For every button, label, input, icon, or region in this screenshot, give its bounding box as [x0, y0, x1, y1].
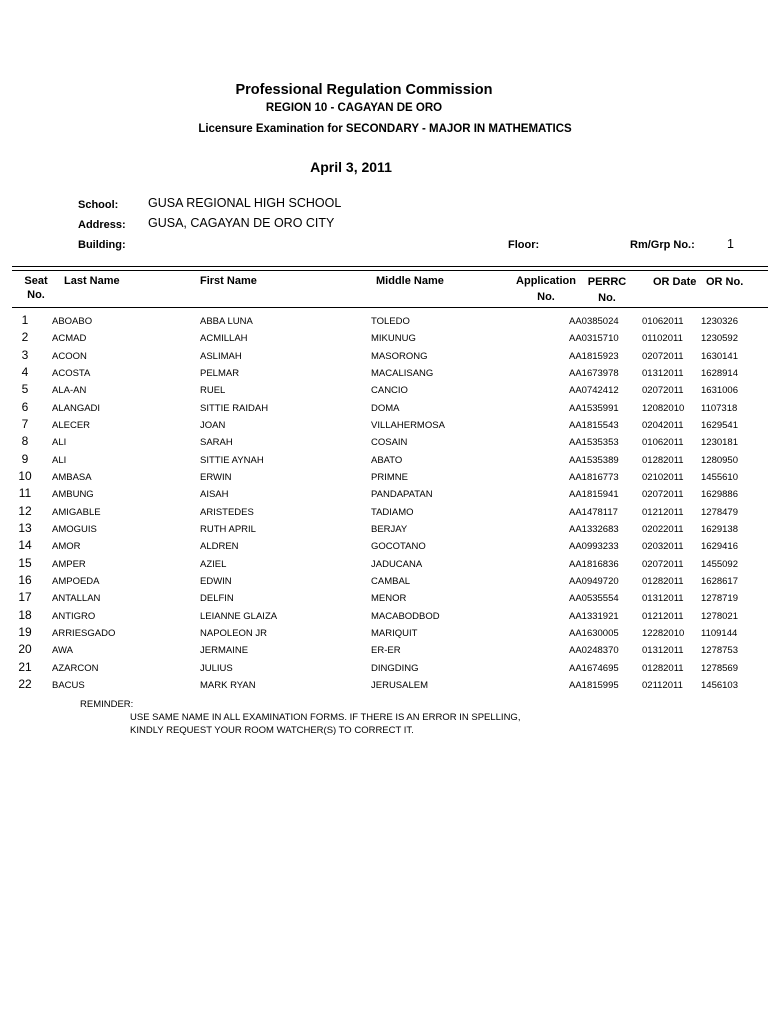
middle-name: JADUCANA — [371, 558, 423, 570]
or-no: 1456103 — [701, 679, 738, 691]
reminder-line-2: KINDLY REQUEST YOUR ROOM WATCHER(S) TO CORRECT IT. — [130, 725, 414, 736]
col-perrc-no — [584, 275, 630, 305]
first-name: PELMAR — [200, 367, 240, 379]
table-row — [0, 313, 768, 330]
middle-name: JERUSALEM — [371, 679, 429, 691]
or-date: 02072011 — [642, 558, 684, 570]
header-top-rule-2 — [12, 270, 768, 271]
middle-name: CANCIO — [371, 385, 408, 397]
application-no: AA1630005 — [569, 627, 619, 639]
last-name: AMOR — [52, 541, 81, 553]
seat-number: 1 — [21, 313, 29, 327]
middle-name: TADIAMO — [371, 506, 414, 518]
region-title: REGION 10 - CAGAYAN DE ORO — [265, 102, 443, 114]
first-name: SITTIE RAIDAH — [200, 402, 269, 414]
application-no: AA1331921 — [569, 610, 619, 622]
middle-name: MACABODBOD — [371, 610, 440, 622]
last-name: ABOABO — [52, 316, 93, 327]
seat-number: 2 — [21, 330, 29, 345]
last-name: ACOSTA — [52, 367, 91, 379]
or-date: 02042011 — [642, 419, 684, 431]
middle-name: VILLAHERMOSA — [371, 419, 445, 431]
application-no: AA1815923 — [569, 350, 619, 362]
col-seat-line2: No. — [27, 289, 45, 301]
seat-number: 16 — [18, 572, 32, 587]
first-name: ACMILLAH — [200, 333, 248, 345]
last-name: BACUS — [52, 679, 85, 691]
first-name: JULIUS — [200, 662, 233, 674]
application-no: AA0949720 — [569, 575, 619, 587]
middle-name: BERJAY — [371, 523, 408, 535]
middle-name: ER-ER — [371, 645, 401, 657]
or-no: 1455092 — [701, 558, 738, 570]
first-name: RUEL — [200, 385, 226, 397]
room-label: Rm/Grp No.: — [630, 239, 695, 251]
middle-name: PRIMNE — [371, 471, 408, 483]
application-no: AA1674695 — [569, 662, 619, 674]
application-no: AA1815941 — [569, 489, 619, 501]
or-date: 02072011 — [642, 385, 684, 397]
or-no: 1628914 — [701, 367, 738, 379]
last-name: ANTIGRO — [52, 610, 96, 622]
col-or-no: OR No. — [706, 276, 744, 288]
middle-name: GOCOTANO — [371, 541, 426, 553]
seat-number: 13 — [18, 520, 32, 535]
col-application-line1: Application — [516, 275, 576, 287]
reminder-title: REMINDER: — [80, 699, 134, 710]
commission-title: Professional Regulation Commission — [235, 82, 493, 98]
first-name: ASLIMAH — [200, 350, 242, 362]
middle-name: MARIQUIT — [371, 627, 418, 639]
last-name: ALECER — [52, 419, 91, 431]
or-no: 1629541 — [701, 419, 738, 431]
last-name: AMPOEDA — [52, 575, 100, 587]
seat-number: 17 — [18, 590, 32, 605]
seat-number: 10 — [18, 468, 32, 483]
seat-number: 8 — [21, 434, 29, 449]
seat-number: 12 — [18, 503, 32, 518]
last-name: ARRIESGADO — [52, 627, 116, 639]
or-no: 1278021 — [701, 610, 738, 622]
or-date: 02102011 — [642, 471, 684, 483]
col-or-date: OR Date — [653, 276, 697, 288]
application-no: AA0742412 — [569, 385, 619, 397]
first-name: LEIANNE GLAIZA — [200, 610, 278, 622]
last-name: ALA-AN — [52, 385, 87, 397]
application-no: AA0535554 — [569, 593, 619, 605]
or-no: 1107318 — [701, 402, 738, 414]
col-perrc-line1: PERRC — [587, 276, 627, 288]
last-name: AMBUNG — [52, 489, 94, 501]
last-name: ALI — [52, 454, 67, 466]
table-row — [0, 452, 768, 469]
address-value: GUSA, CAGAYAN DE ORO CITY — [148, 216, 335, 230]
middle-name: COSAIN — [371, 437, 408, 449]
col-application-line2: No. — [537, 291, 555, 303]
table-row — [0, 642, 768, 659]
first-name: SARAH — [200, 437, 233, 449]
header-top-rule — [12, 266, 768, 267]
last-name: ALI — [52, 437, 67, 449]
or-date: 12282010 — [642, 627, 685, 639]
or-no: 1109144 — [701, 627, 738, 639]
exam-title: Licensure Examination for SECONDARY - MAJOR IN MATHEMATICS — [198, 123, 572, 135]
seat-number: 15 — [18, 555, 32, 570]
application-no: AA0993233 — [569, 541, 619, 553]
or-date: 02022011 — [642, 523, 684, 535]
or-no: 1631006 — [701, 385, 738, 397]
table-row — [0, 382, 768, 399]
or-date: 01102011 — [642, 333, 683, 345]
application-no: AA1673978 — [569, 367, 619, 379]
last-name: AWA — [52, 645, 73, 657]
first-name: ARISTEDES — [200, 506, 254, 518]
first-name: JERMAINE — [200, 645, 249, 657]
school-value: GUSA REGIONAL HIGH SCHOOL — [148, 196, 342, 210]
middle-name: MIKUNUG — [371, 333, 416, 345]
or-no: 1278569 — [701, 662, 738, 674]
last-name: ACOON — [52, 350, 87, 362]
first-name: ABBA LUNA — [200, 316, 253, 327]
first-name: EDWIN — [200, 575, 232, 587]
or-no: 1230181 — [701, 437, 738, 449]
seat-number: 19 — [18, 624, 32, 639]
or-date: 01062011 — [642, 316, 684, 327]
application-no: AA1816836 — [569, 558, 619, 570]
seat-number: 7 — [21, 416, 29, 431]
seat-number: 3 — [21, 347, 29, 362]
or-date: 02032011 — [642, 541, 684, 553]
or-no: 1278479 — [701, 506, 738, 518]
application-no: AA1478117 — [569, 506, 618, 518]
or-date: 01062011 — [642, 437, 684, 449]
table-row — [0, 625, 768, 642]
seat-number: 14 — [18, 538, 32, 553]
first-name: AISAH — [200, 489, 229, 501]
table-row — [0, 348, 768, 365]
table-row — [0, 608, 768, 625]
or-date: 01282011 — [642, 454, 684, 466]
or-date: 02072011 — [642, 489, 684, 501]
seat-number: 18 — [18, 607, 32, 622]
first-name: ERWIN — [200, 471, 232, 483]
seat-number: 4 — [21, 364, 29, 379]
last-name: AMIGABLE — [52, 506, 101, 518]
header-bottom-rule — [12, 307, 768, 308]
middle-name: TOLEDO — [371, 316, 410, 327]
table-row — [0, 590, 768, 607]
middle-name: MENOR — [371, 593, 407, 605]
table-row — [0, 660, 768, 677]
col-middle-name: Middle Name — [376, 275, 444, 287]
or-no: 1629138 — [701, 523, 738, 535]
or-no: 1628617 — [701, 575, 738, 587]
col-seat — [18, 274, 54, 302]
middle-name: DOMA — [371, 402, 400, 414]
application-no: AA1535991 — [569, 402, 619, 414]
or-no: 1280950 — [701, 454, 738, 466]
col-last-name: Last Name — [64, 275, 120, 287]
table-row — [0, 538, 768, 555]
last-name: AMBASA — [52, 471, 92, 483]
first-name: MARK RYAN — [200, 679, 256, 691]
first-name: ALDREN — [200, 541, 239, 553]
application-no: AA1815543 — [569, 419, 619, 431]
seat-number: 5 — [21, 382, 29, 397]
or-no: 1230592 — [701, 333, 738, 345]
or-no: 1630141 — [701, 350, 738, 362]
middle-name: DINGDING — [371, 662, 419, 674]
first-name: NAPOLEON JR — [200, 627, 268, 639]
seat-number: 22 — [18, 676, 32, 691]
first-name: SITTIE AYNAH — [200, 454, 264, 466]
table-row — [0, 400, 768, 417]
table-row — [0, 434, 768, 451]
last-name: ANTALLAN — [52, 593, 101, 605]
school-label: School: — [78, 199, 119, 211]
middle-name: PANDAPATAN — [371, 489, 433, 501]
or-date: 12082010 — [642, 402, 685, 414]
first-name: RUTH APRIL — [200, 523, 256, 535]
last-name: ACMAD — [52, 333, 87, 345]
table-row — [0, 504, 768, 521]
middle-name: ABATO — [371, 454, 403, 466]
or-date: 01212011 — [642, 610, 684, 622]
application-no: AA0248370 — [569, 645, 619, 657]
seat-number: 20 — [18, 642, 32, 657]
or-date: 01282011 — [642, 575, 684, 587]
or-no: 1278719 — [701, 593, 738, 605]
first-name: JOAN — [200, 419, 226, 431]
seat-number: 6 — [21, 399, 29, 414]
col-application-no — [508, 274, 584, 304]
floor-label: Floor: — [508, 239, 540, 251]
first-name: AZIEL — [200, 558, 227, 570]
col-seat-line1: Seat — [24, 275, 48, 287]
or-date: 01312011 — [642, 645, 684, 657]
application-no: AA0315710 — [569, 333, 619, 345]
or-date: 01212011 — [642, 506, 684, 518]
table-row — [0, 365, 768, 382]
table-row — [0, 486, 768, 503]
middle-name: MACALISANG — [371, 367, 434, 379]
table-row — [0, 556, 768, 573]
application-no: AA1535389 — [569, 454, 619, 466]
table-row — [0, 469, 768, 486]
middle-name: CAMBAL — [371, 575, 411, 587]
last-name: AMOGUIS — [52, 523, 97, 535]
application-no: AA0385024 — [569, 316, 619, 327]
or-date: 02072011 — [642, 350, 684, 362]
col-perrc-line2: No. — [598, 292, 616, 304]
last-name: ALANGADI — [52, 402, 101, 414]
seat-number: 11 — [18, 486, 32, 501]
last-name: AMPER — [52, 558, 86, 570]
reminder-line-1: USE SAME NAME IN ALL EXAMINATION FORMS. IF THERE IS AN ERROR IN SPELLING, — [130, 712, 521, 723]
exam-date: April 3, 2011 — [310, 159, 392, 175]
or-date: 01312011 — [642, 367, 684, 379]
table-row — [0, 521, 768, 538]
table-row — [0, 330, 768, 347]
application-no: AA1332683 — [569, 523, 619, 535]
or-no: 1629886 — [701, 489, 738, 501]
or-no: 1455610 — [701, 471, 738, 483]
or-date: 01282011 — [642, 662, 684, 674]
last-name: AZARCON — [52, 662, 99, 674]
or-no: 1278753 — [701, 645, 738, 657]
building-label: Building: — [78, 239, 126, 251]
col-first-name: First Name — [200, 275, 257, 287]
seat-number: 9 — [21, 451, 29, 466]
address-label: Address: — [78, 219, 126, 231]
table-row — [0, 417, 768, 434]
seat-number: 21 — [18, 659, 32, 674]
or-no: 1230326 — [701, 316, 738, 327]
application-no: AA1815995 — [569, 679, 619, 691]
first-name: DELFIN — [200, 593, 234, 605]
application-no: AA1816773 — [569, 471, 619, 483]
table-row — [0, 573, 768, 590]
or-no: 1629416 — [701, 541, 738, 553]
middle-name: MASORONG — [371, 350, 428, 362]
application-no: AA1535353 — [569, 437, 619, 449]
room-value: 1 — [727, 237, 734, 251]
or-date: 01312011 — [642, 593, 684, 605]
or-date: 02112011 — [642, 679, 683, 691]
table-row — [0, 677, 768, 694]
